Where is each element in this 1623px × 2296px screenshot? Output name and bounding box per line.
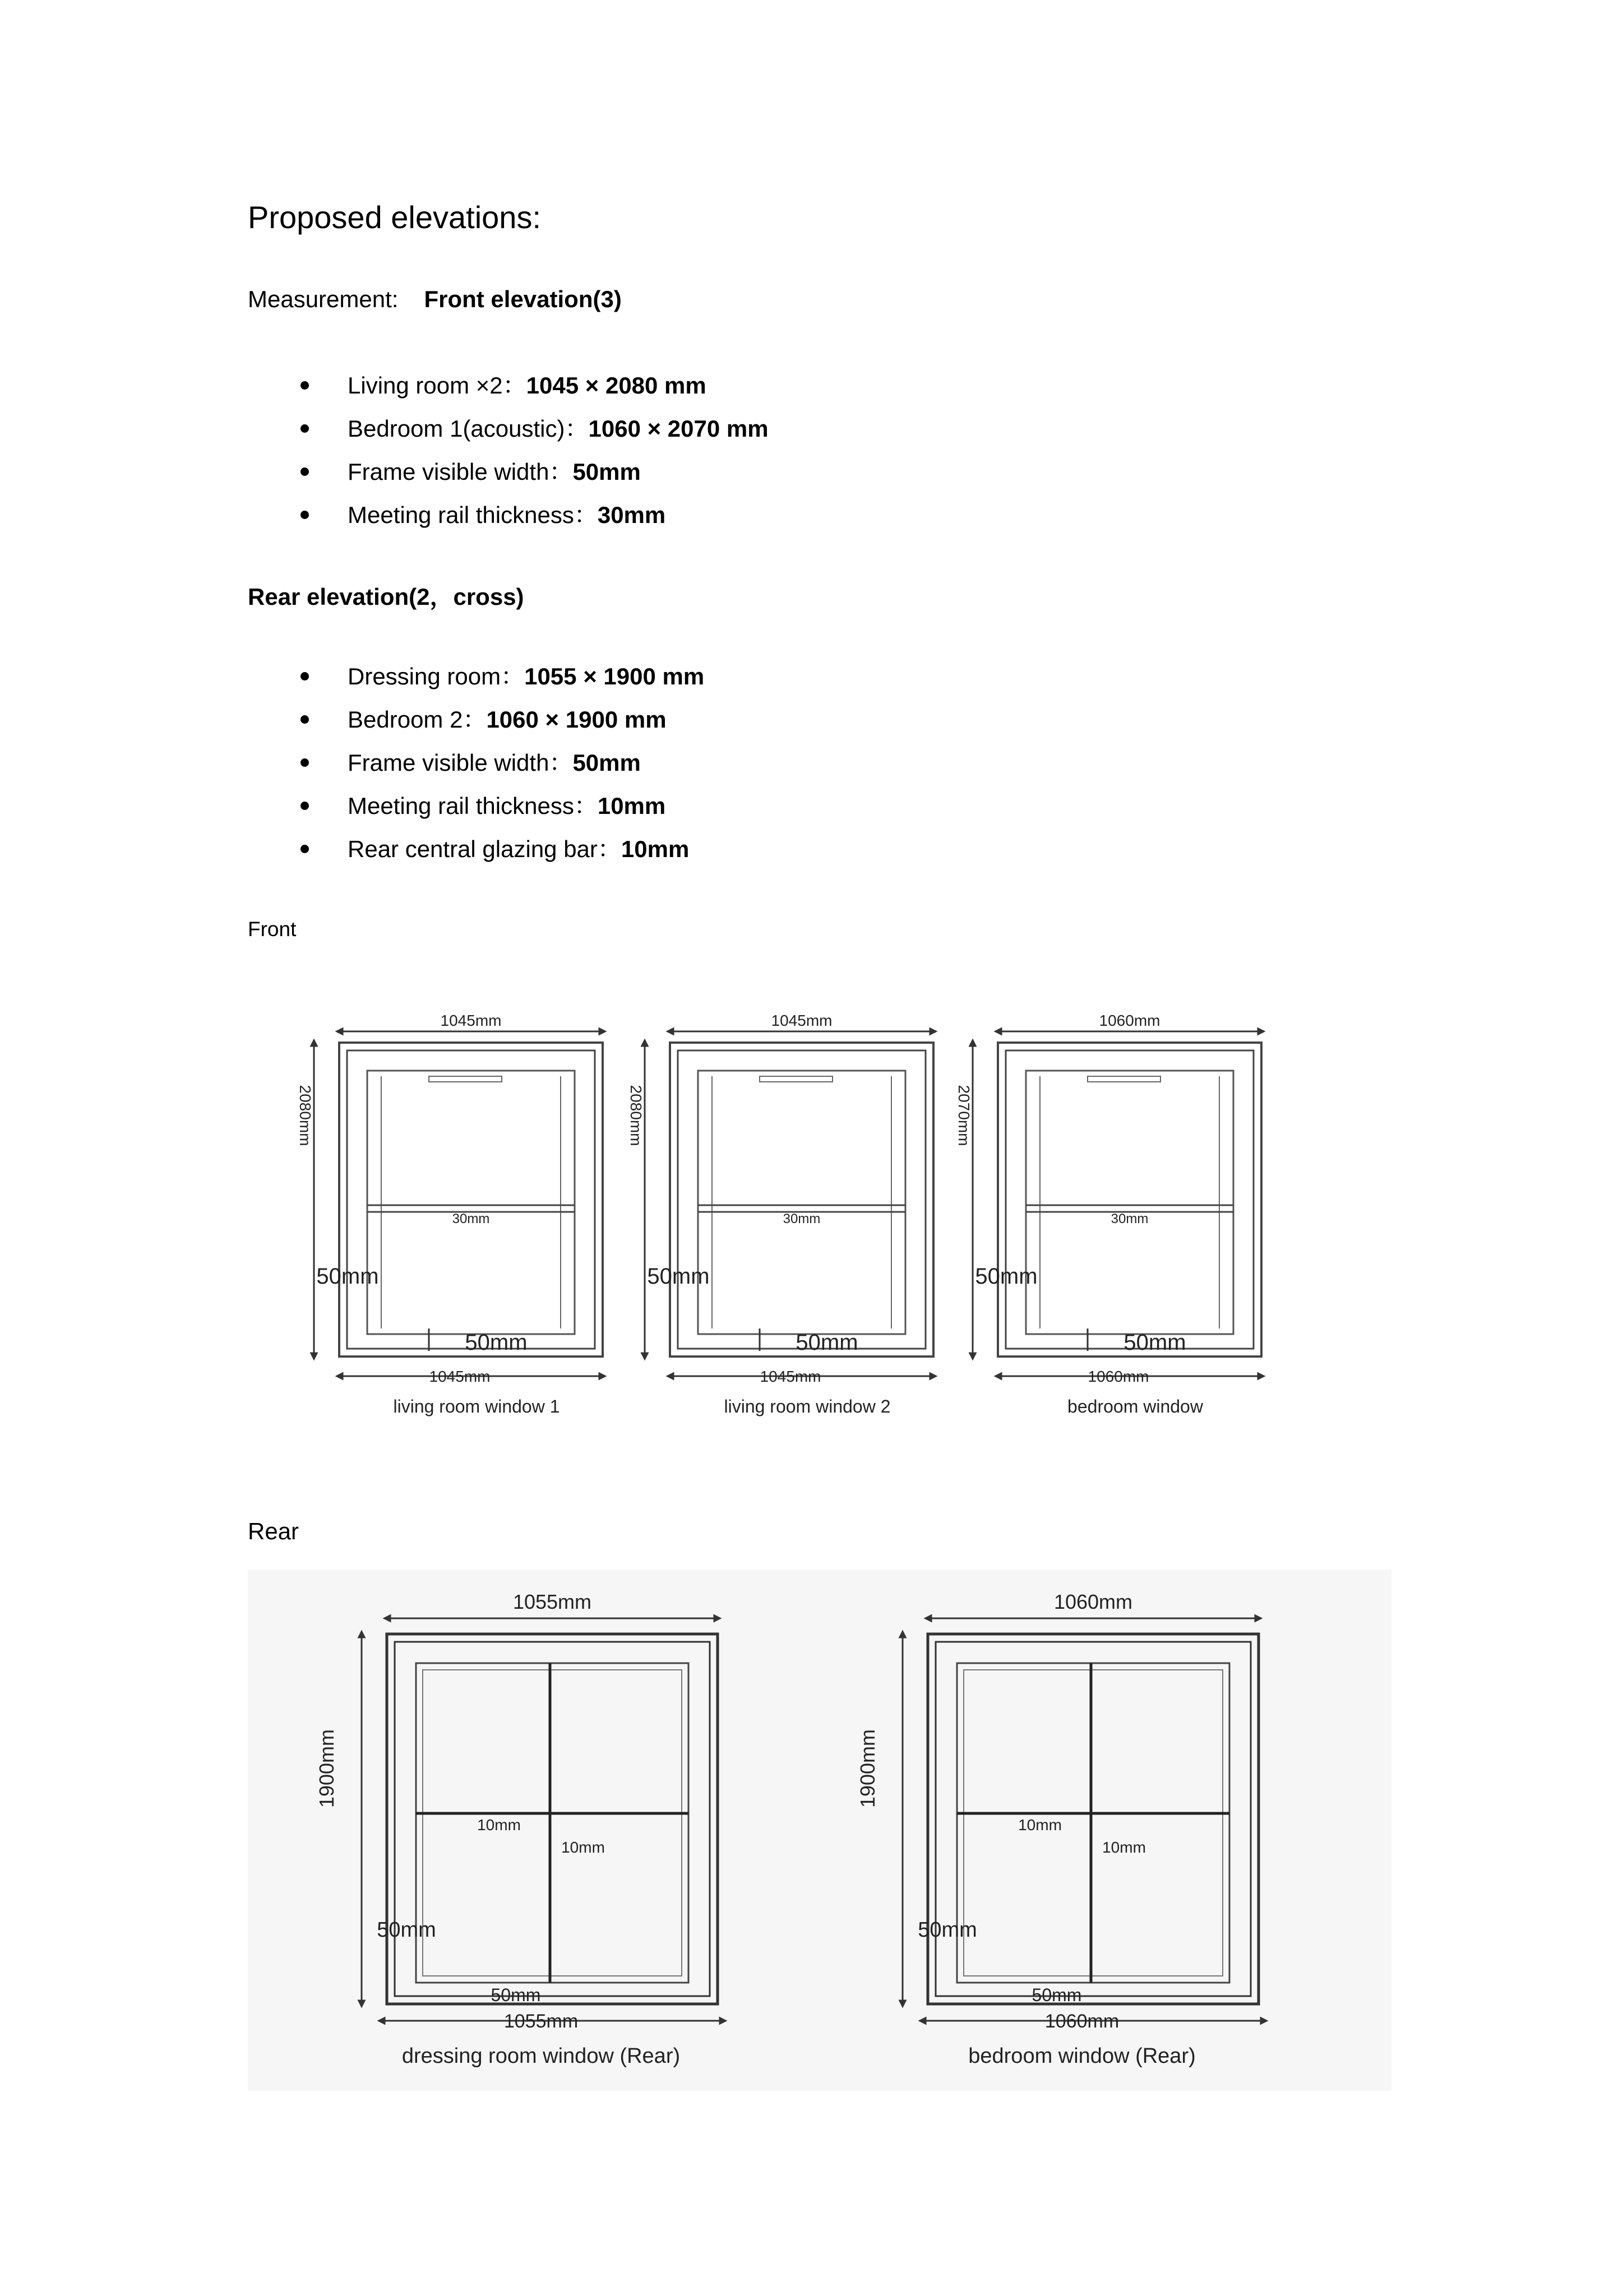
top-width-label: 1055mm bbox=[512, 1590, 592, 1613]
item-value: 50mm bbox=[572, 749, 641, 776]
bullet-dot bbox=[300, 845, 309, 853]
rear-elevation-list bbox=[248, 655, 704, 871]
glass-inner bbox=[964, 1670, 1223, 1976]
item-label: Bedroom 2： bbox=[348, 706, 487, 733]
list-item bbox=[248, 827, 704, 871]
bottom-width-label: 1055mm bbox=[503, 2011, 579, 2032]
outer-frame bbox=[339, 1043, 603, 1357]
inner-frame bbox=[678, 1050, 926, 1349]
inner-frame bbox=[1006, 1050, 1254, 1349]
bar-h-label: 10mm bbox=[477, 1816, 521, 1834]
bullet-dot bbox=[300, 467, 309, 476]
bullet-dot bbox=[300, 511, 309, 519]
bullet-dot bbox=[300, 672, 309, 681]
item-label: Meeting rail thickness： bbox=[348, 793, 598, 819]
list-item bbox=[248, 698, 704, 741]
rear-window-2 bbox=[856, 1590, 1264, 2068]
front-elevation-drawings bbox=[280, 1009, 1345, 1446]
item-value: 50mm bbox=[572, 459, 641, 485]
front-window-3 bbox=[955, 1012, 1261, 1417]
frame-bottom-label: 50mm bbox=[1032, 1985, 1082, 2005]
frame-side-label: 50mm bbox=[647, 1264, 710, 1289]
outer-frame bbox=[387, 1634, 718, 2004]
measurement-label: Measurement: bbox=[248, 286, 399, 312]
top-width-label: 1045mm bbox=[440, 1012, 502, 1029]
front-window-2 bbox=[627, 1012, 933, 1417]
sash-outline bbox=[1026, 1071, 1233, 1334]
bullet-dot bbox=[300, 802, 309, 810]
front-elevation-heading: Front elevation(3) bbox=[424, 286, 622, 312]
item-label: Dressing room： bbox=[348, 663, 525, 689]
front-window-1 bbox=[297, 1012, 603, 1417]
height-label: 1900mm bbox=[315, 1729, 338, 1808]
bottom-width-label: 1060mm bbox=[1088, 1368, 1149, 1385]
head-detail bbox=[429, 1076, 502, 1082]
rail-label: 30mm bbox=[783, 1211, 821, 1226]
rear-window-1 bbox=[315, 1590, 723, 2068]
bullet-dot bbox=[300, 758, 309, 767]
height-label: 2070mm bbox=[955, 1085, 973, 1146]
list-item bbox=[248, 450, 769, 493]
top-width-label: 1060mm bbox=[1099, 1012, 1160, 1029]
window-caption: bedroom window (Rear) bbox=[968, 2044, 1196, 2068]
glass-outline bbox=[957, 1663, 1229, 1983]
measurement-line bbox=[248, 286, 622, 313]
rail-label: 30mm bbox=[452, 1211, 490, 1226]
rear-elevation-heading: Rear elevation(2，cross) bbox=[248, 584, 524, 610]
outer-frame bbox=[670, 1043, 933, 1357]
item-value: 1045 × 2080 mm bbox=[526, 372, 706, 399]
window-caption: living room window 1 bbox=[393, 1396, 560, 1417]
item-value: 10mm bbox=[597, 793, 666, 819]
bar-v-label: 10mm bbox=[561, 1839, 605, 1856]
item-label: Meeting rail thickness： bbox=[348, 502, 598, 528]
item-value: 10mm bbox=[621, 836, 690, 862]
glass-inner bbox=[423, 1670, 682, 1976]
item-label: Frame visible width： bbox=[348, 459, 573, 485]
rear-elevation-drawings bbox=[248, 1570, 1391, 2091]
height-label: 1900mm bbox=[856, 1729, 879, 1808]
outer-frame bbox=[928, 1634, 1259, 2004]
window-caption: dressing room window (Rear) bbox=[401, 2044, 681, 2068]
list-item bbox=[248, 741, 704, 784]
list-item bbox=[248, 407, 769, 450]
bottom-width-label: 1045mm bbox=[760, 1368, 821, 1385]
bar-v-label: 10mm bbox=[1102, 1839, 1146, 1856]
item-label: Rear central glazing bar： bbox=[348, 836, 621, 862]
frame-bottom-label: 50mm bbox=[1123, 1330, 1186, 1355]
list-item bbox=[248, 364, 769, 407]
item-value: 1060 × 2070 mm bbox=[588, 415, 769, 442]
frame-side-label: 50mm bbox=[918, 1918, 977, 1942]
item-value: 1060 × 1900 mm bbox=[486, 706, 667, 733]
list-item bbox=[248, 493, 769, 536]
frame-bottom-label: 50mm bbox=[465, 1330, 528, 1355]
bottom-width-label: 1060mm bbox=[1044, 2011, 1120, 2032]
glass-outline bbox=[416, 1663, 688, 1983]
front-section-label: Front bbox=[248, 918, 297, 941]
front-elevation-list bbox=[248, 364, 769, 536]
bullet-dot bbox=[300, 715, 309, 724]
item-label: Frame visible width： bbox=[348, 749, 573, 776]
top-width-label: 1045mm bbox=[771, 1012, 833, 1029]
sash-outline bbox=[367, 1071, 575, 1334]
list-item bbox=[248, 655, 704, 698]
top-width-label: 1060mm bbox=[1053, 1590, 1133, 1613]
frame-side-label: 50mm bbox=[316, 1264, 379, 1289]
head-detail bbox=[1088, 1076, 1160, 1082]
head-detail bbox=[760, 1076, 833, 1082]
bottom-width-label: 1045mm bbox=[429, 1368, 491, 1385]
bullet-dot bbox=[300, 381, 309, 390]
inner-frame bbox=[936, 1642, 1251, 1996]
bar-h-label: 10mm bbox=[1018, 1816, 1062, 1834]
outer-frame bbox=[998, 1043, 1261, 1357]
item-label: Bedroom 1(acoustic)： bbox=[348, 415, 589, 442]
inner-frame bbox=[395, 1642, 710, 1996]
sash-outline bbox=[698, 1071, 905, 1334]
frame-bottom-label: 50mm bbox=[796, 1330, 858, 1355]
window-caption: bedroom window bbox=[1067, 1396, 1203, 1417]
frame-bottom-label: 50mm bbox=[491, 1985, 541, 2005]
page-title: Proposed elevations: bbox=[248, 200, 542, 235]
item-value: 30mm bbox=[597, 502, 666, 528]
bullet-dot bbox=[300, 424, 309, 433]
frame-side-label: 50mm bbox=[975, 1264, 1038, 1289]
rear-section-label: Rear bbox=[248, 1518, 299, 1544]
item-value: 1055 × 1900 mm bbox=[524, 663, 705, 689]
list-item bbox=[248, 784, 704, 827]
item-label: Living room ×2： bbox=[348, 372, 526, 399]
inner-frame bbox=[347, 1050, 595, 1349]
height-label: 2080mm bbox=[627, 1085, 645, 1146]
window-caption: living room window 2 bbox=[724, 1396, 891, 1417]
height-label: 2080mm bbox=[297, 1085, 314, 1146]
frame-side-label: 50mm bbox=[377, 1918, 436, 1942]
rail-label: 30mm bbox=[1111, 1211, 1149, 1226]
